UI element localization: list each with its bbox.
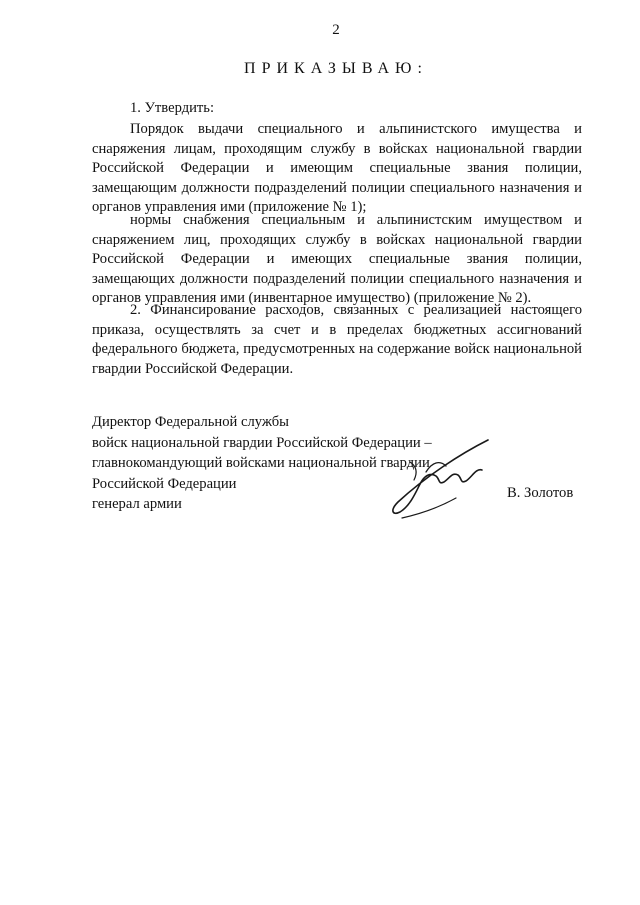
signatory-title-line: Российской Федерации (92, 475, 237, 492)
item-1-intro: 1. Утвердить: (130, 100, 215, 116)
handwritten-signature (380, 432, 505, 522)
signer-name: В. Золотов (507, 485, 574, 501)
signatory-title-line: войск национальной гвардии Российской Федерации – (92, 434, 432, 451)
item-1-paragraph-norms: нормы снабжения специальным и альпинистским имуществом и снаряжением лиц, проходящих службу в войсках национальной гвардии Российской Федерации и имеющих специальные звания полиции, замещающих должности подразделений полиции специального назначения и органов управления ими (инвентарное имущество) (приложение № 2). (92, 212, 582, 307)
signatory-title-line: главнокомандующий войсками национальной гвардии (92, 455, 430, 471)
item-2-paragraph-financing: 2. Финансирование расходов, связанных с реализацией настоящего приказа, осуществлять за счет и в пределах бюджетных ассигнований федерального бюджета, предусмотренных на содержание войск национальной гвардии Российской Федерации. (92, 302, 582, 377)
signatory-title-line: Директор Федеральной службы (92, 414, 289, 430)
page-number: 2 (332, 22, 340, 38)
order-heading: ПРИКАЗЫВАЮ: (244, 60, 428, 77)
signatory-rank-line: генерал армии (92, 496, 182, 512)
item-1-paragraph-procedure: Порядок выдачи специального и альпинистского имущества и снаряжения лицам, проходящим службу в войсках национальной гвардии Российской Федерации и имеющим специальные звания полиции, замещающим должности подразделений полиции специального назначения и органов управления ими (приложение № 1); (92, 121, 582, 216)
